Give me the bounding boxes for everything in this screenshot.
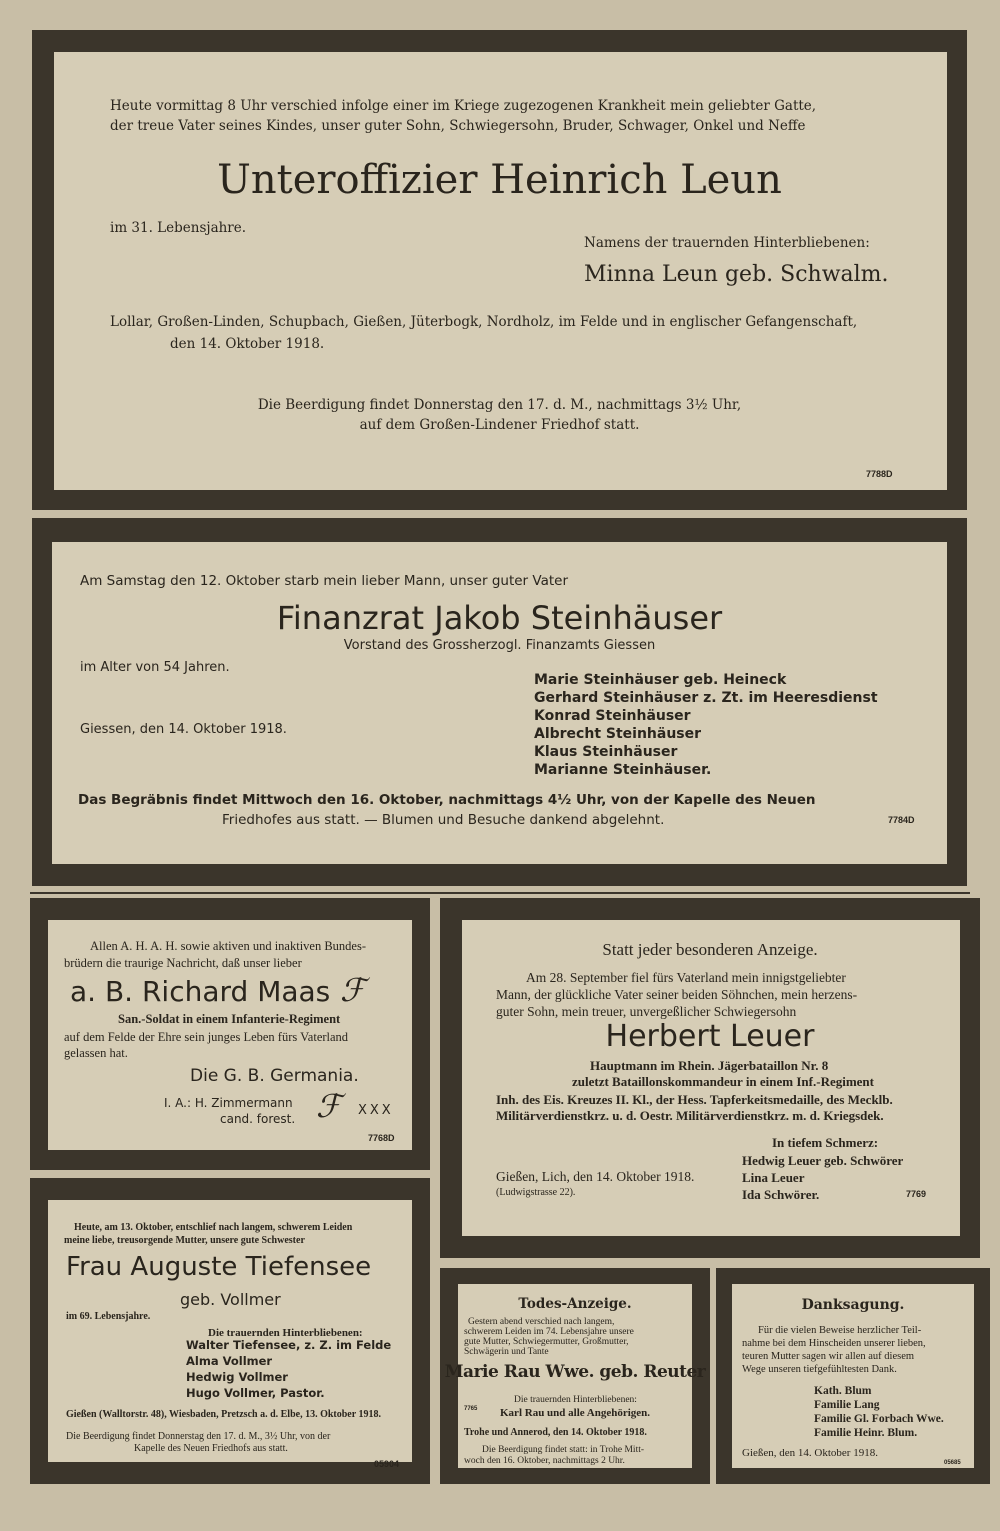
mourner: Ida Schwörer. — [742, 1187, 820, 1202]
reference-number: 7769 — [906, 1189, 927, 1199]
place-date: Gießen, den 14. Oktober 1918. — [742, 1447, 878, 1459]
reference-number: 7788D — [866, 469, 893, 479]
deceased-title: Vorstand des Grossherzogl. Finanzamts Giessen — [343, 638, 656, 653]
rank: zuletzt Bataillonskommandeur in einem Inf.-Regiment — [572, 1074, 874, 1089]
signer: Familie Gl. Forbach Wwe. — [814, 1413, 944, 1425]
intro-line: Am Samstag den 12. Oktober starb mein lieber Mann, unser guter Vater — [80, 573, 568, 589]
deceased-name: a. B. Richard Maas — [70, 975, 331, 1008]
mourner: Albrecht Steinhäuser — [534, 726, 702, 742]
mourner: Klaus Steinhäuser — [534, 744, 678, 760]
mourners-heading: Die trauernden Hinterbliebenen: — [208, 1327, 363, 1339]
text-line: guter Sohn, mein treuer, unvergeßlicher Schwiegersohn — [496, 1004, 797, 1019]
mourner: Alma Vollmer — [186, 1354, 273, 1368]
date-line: den 14. Oktober 1918. — [170, 336, 325, 352]
mourner: Hugo Vollmer, Pastor. — [186, 1386, 325, 1400]
place-date: Giessen, den 14. Oktober 1918. — [80, 722, 287, 737]
deceased-name: Frau Auguste Tiefensee — [66, 1252, 372, 1282]
deceased-name: Herbert Leuer — [605, 1019, 815, 1054]
mourner: Konrad Steinhäuser — [534, 708, 691, 724]
places: Gießen (Walltorstr. 48), Wiesbaden, Pretzsch a. d. Elbe, 13. Oktober 1918. — [66, 1409, 382, 1420]
intro-line: meine liebe, treusorgende Mutter, unsere gute Schwester — [64, 1235, 305, 1246]
notice-tiefensee — [30, 1178, 430, 1484]
signer: Kath. Blum — [814, 1385, 872, 1397]
places-line: Lollar, Großen-Linden, Schupbach, Gießen, Jüterbogk, Nordholz, im Felde und in englischer Gefangenschaft, — [110, 314, 858, 330]
reference-number: 7768D — [368, 1133, 395, 1143]
text-line: Mann, der glückliche Vater seiner beiden Söhnchen, mein herzens- — [496, 987, 858, 1002]
funeral-line: Die Beerdigung findet Donnerstag den 17. d. M., nachmittags 3½ Uhr, — [257, 397, 742, 413]
deceased-name: Finanzrat Jakob Steinhäuser — [276, 599, 723, 637]
text-line: auf dem Felde der Ehre sein junges Leben fürs Vaterland — [64, 1030, 349, 1044]
widow-name: Minna Leun geb. Schwalm. — [584, 262, 889, 287]
funeral-line: Friedhofes aus statt. — Blumen und Besuche dankend abgelehnt. — [222, 812, 665, 828]
intro-line: Heute vormittag 8 Uhr verschied infolge einer im Kriege zugezogenen Krankheit mein geliebter Gatte, — [110, 98, 817, 114]
funeral-line: woch den 16. Oktober, nachmittags 2 Uhr. — [464, 1456, 625, 1466]
signer: I. A.: H. Zimmermann — [164, 1096, 293, 1110]
notice-danksagung — [716, 1268, 990, 1484]
address: (Ludwigstrasse 22). — [496, 1187, 576, 1198]
fraternity-mark-icon: ℱ — [340, 971, 366, 1009]
mourners: Karl Rau und alle Angehörigen. — [500, 1407, 651, 1419]
funeral-line: auf dem Großen-Lindener Friedhof statt. — [359, 417, 640, 433]
text-line: Wege unseren tiefgefühltesten Dank. — [742, 1364, 897, 1375]
mourner: Gerhard Steinhäuser z. Zt. im Heeresdienst — [534, 690, 878, 706]
text-line: Für die vielen Beweise herzlicher Teil- — [758, 1325, 922, 1336]
notice-rau — [440, 1268, 710, 1484]
reference-number: 7765 — [464, 1406, 478, 1412]
age: im 69. Lebensjahre. — [66, 1311, 151, 1322]
signer-title: cand. forest. — [220, 1112, 296, 1126]
notice-maas — [30, 898, 430, 1170]
text-line: Am 28. September fiel fürs Vaterland mein innigstgeliebter — [526, 970, 846, 985]
reference-number: 05904 — [374, 1459, 400, 1469]
text-line: gute Mutter, Schwiegermutter, Großmutter, — [464, 1337, 629, 1347]
intro-line: Allen A. H. A. H. sowie aktiven und inaktiven Bundes- — [90, 939, 367, 953]
intro-line: der treue Vater seines Kindes, unser guter Sohn, Schwiegersohn, Bruder, Schwager, Onkel und Neffe — [110, 118, 806, 134]
grief-heading: In tiefem Schmerz: — [772, 1135, 879, 1150]
place-date: Trohe und Annerod, den 14. Oktober 1918. — [464, 1427, 647, 1438]
text-line: gelassen hat. — [64, 1046, 128, 1060]
mourner: Lina Leuer — [742, 1170, 805, 1185]
fraternity-mark-icon: ℱ — [316, 1087, 342, 1125]
deceased-name: Marie Rau Wwe. geb. Reuter — [444, 1362, 706, 1382]
heading: Danksagung. — [801, 1297, 905, 1313]
notice-leun — [32, 30, 967, 510]
mourner: Marianne Steinhäuser. — [534, 762, 712, 778]
mourner: Hedwig Leuer geb. Schwörer — [742, 1153, 904, 1168]
text-line: teuren Mutter sagen wir allen auf diesem — [742, 1351, 915, 1362]
mourners-heading: Namens der trauernden Hinterbliebenen: — [584, 235, 870, 251]
rank: San.-Soldat in einem Infanterie-Regiment — [118, 1012, 341, 1026]
notice-steinhaeuser — [32, 518, 967, 886]
mark: XXX — [358, 1103, 394, 1118]
reference-number: 7784D — [888, 815, 915, 825]
column-rule — [30, 892, 970, 894]
deceased-name: Unteroffizier Heinrich Leun — [217, 157, 782, 203]
text-line: nahme bei dem Hinscheiden unserer lieben, — [742, 1338, 926, 1349]
text-line: Gestern abend verschied nach langem, — [468, 1317, 615, 1327]
mourners-heading: Die trauernden Hinterbliebenen: — [514, 1395, 637, 1405]
honors: Militärverdienstkrz. u. d. Oestr. Militärverdienstkrz. m. d. Kriegsdek. — [496, 1108, 884, 1123]
funeral-line: Das Begräbnis findet Mittwoch den 16. Oktober, nachmittags 4½ Uhr, von der Kapelle des Neuen — [78, 792, 816, 808]
heading: Statt jeder besonderen Anzeige. — [602, 940, 818, 959]
funeral-line: Die Beerdigung findet statt: in Trohe Mitt- — [482, 1445, 645, 1455]
intro-line: brüdern die traurige Nachricht, daß unser lieber — [64, 956, 302, 970]
mourner: Walter Tiefensee, z. Z. im Felde — [186, 1338, 392, 1352]
mourner: Hedwig Vollmer — [186, 1370, 288, 1384]
notice-leuer — [440, 898, 980, 1258]
age: im Alter von 54 Jahren. — [80, 660, 230, 675]
mourner: Marie Steinhäuser geb. Heineck — [534, 672, 787, 688]
intro-line: Heute, am 13. Oktober, entschlief nach langem, schwerem Leiden — [74, 1222, 353, 1233]
place-date: Gießen, Lich, den 14. Oktober 1918. — [496, 1169, 695, 1184]
text-line: schwerem Leiden im 74. Lebensjahre unsere — [464, 1327, 634, 1337]
society-name: Die G. B. Germania. — [190, 1066, 359, 1086]
rank: Hauptmann im Rhein. Jägerbataillon Nr. 8 — [590, 1058, 829, 1073]
text-line: Schwägerin und Tante — [464, 1347, 549, 1357]
maiden-name: geb. Vollmer — [180, 1290, 281, 1309]
funeral-line: Kapelle des Neuen Friedhofs aus statt. — [134, 1443, 288, 1454]
reference-number: 05685 — [944, 1460, 961, 1466]
signer: Familie Lang — [814, 1399, 880, 1411]
honors: Inh. des Eis. Kreuzes II. Kl., der Hess. Tapferkeitsmedaille, des Mecklb. — [496, 1092, 893, 1107]
signer: Familie Heinr. Blum. — [814, 1427, 918, 1439]
funeral-line: Die Beerdigung findet Donnerstag den 17. d. M., 3½ Uhr, von der — [66, 1431, 331, 1442]
heading: Todes-Anzeige. — [518, 1296, 632, 1312]
age: im 31. Lebensjahre. — [110, 220, 247, 236]
